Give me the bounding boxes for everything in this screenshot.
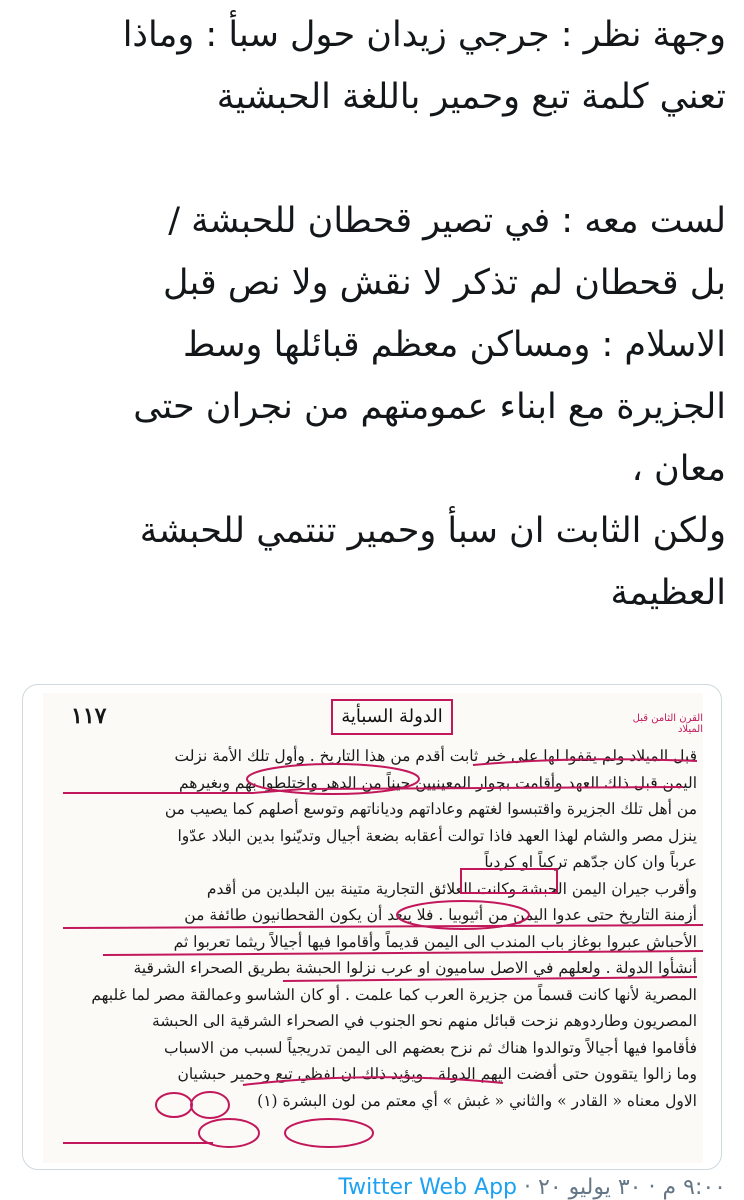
tweet-line: الاسلام : ومساكن معظم قبائلها وسط bbox=[183, 325, 726, 365]
book-line: أنشأوا الدولة . ولعلهم في الاصل ساميون او عرب نزلوا الحبشة بطريق الصحراء الشرقية bbox=[133, 959, 697, 977]
paragraph-gap bbox=[22, 128, 726, 190]
tweet-line: بل قحطان لم تذكر لا نقش ولا نص قبل bbox=[162, 263, 726, 303]
book-text bbox=[49, 743, 697, 1114]
book-line: فأقاموا فيها أجيالاً وتوالدوا هناك ثم نزح بعضهم الى اليمن تدريجياً لسبب من الاسباب bbox=[163, 1038, 697, 1057]
book-line: اليمن قبل ذلك العهد وأقامت بجوار المعينيين حيناً من الدهر واختلطوا بهم وبغيرهم bbox=[178, 773, 697, 792]
tweet-line: الجزيرة مع ابناء عمومتهم من نجران حتى bbox=[133, 387, 726, 427]
tweet-line: وجهة نظر : جرجي زيدان حول سبأ : وماذا bbox=[122, 15, 726, 55]
book-line: المصريون وطاردوهم نزحت قبائل منهم نحو الجنوب في الصحراء الشرقية الى الحبشة bbox=[152, 1012, 697, 1030]
page-header: الدولة السبأية bbox=[331, 699, 453, 735]
book-line: قبل الميلاد ولم يقفوا لها على خبر ثابت أقدم من هذا التاريخ . وأول تلك الأمة نزلت bbox=[174, 747, 697, 765]
book-line: عرباً وان كان جدّهم تركياً او كردياً bbox=[484, 853, 697, 871]
tweet-text bbox=[22, 4, 726, 624]
book-line: الاول معناه « القادر » والثاني « غبش » أي معتم من لون البشرة (١) bbox=[257, 1091, 697, 1110]
tweet-footer bbox=[22, 1176, 726, 1200]
book-line: وأقرب جيران اليمن الحبشة وكانت العلائق التجارية متينة بين البلدين من أقدم bbox=[206, 879, 697, 898]
book-line: أزمنة التاريخ حتى عدوا اليمن من أثيوبيا . فلا يبعد أن يكون القحطانيون طائفة من bbox=[184, 906, 697, 924]
tweet-line: تعني كلمة تبع وحمير باللغة الحبشية bbox=[216, 77, 726, 117]
tweet-line: معان ، bbox=[631, 449, 726, 489]
source-client-link[interactable]: Twitter Web App bbox=[338, 1176, 518, 1200]
tweet-date[interactable]: ٣٠ يوليو ٢٠ bbox=[538, 1176, 642, 1200]
attached-photo[interactable] bbox=[22, 684, 722, 1170]
scanned-book-page bbox=[43, 693, 703, 1163]
page-number: ١١٧ bbox=[71, 703, 107, 729]
book-line: وما زالوا يتقوون حتى أفضت اليهم الدولة . ويؤيد ذلك ان لفظي تبع وحمير حبشيان bbox=[177, 1065, 697, 1083]
book-line: المصرية لأنها كانت قسماً من جزيرة العرب كما علمت . أو كان الشاسو وعمالقة مصر لما غلبهم bbox=[91, 985, 697, 1004]
book-line: ينزل مصر والشام لهذا العهد فاذا توالت أعقابه بضعة أجيال وتديّنوا بدين البلاد عدّوا bbox=[177, 826, 697, 845]
tweet-time[interactable]: ٩:٠٠ م bbox=[662, 1176, 726, 1200]
circled-word bbox=[199, 1119, 259, 1147]
tweet-line: ولكن الثابت ان سبأ وحمير تنتمي للحبشة bbox=[139, 511, 726, 551]
separator: · bbox=[648, 1176, 656, 1200]
book-line: من أهل تلك الجزيرة واقتبسوا لغتهم وعاداتهم ودياناتهم وتوسع أصلهم كما يصيب من bbox=[164, 800, 697, 818]
book-line: الأحباش عبروا بوغاز باب المندب الى اليمن قديماً وأقاموا فيها أجيالاً ريثما تعربوا ثم bbox=[173, 932, 697, 951]
tweet-line: لست معه : في تصير قحطان للحبشة / bbox=[168, 201, 726, 241]
separator: · bbox=[524, 1176, 532, 1200]
tweet-line: العظيمة bbox=[610, 573, 726, 613]
circled-word bbox=[285, 1119, 373, 1147]
margin-note: القرن الثامن قبل الميلاد bbox=[632, 713, 703, 735]
